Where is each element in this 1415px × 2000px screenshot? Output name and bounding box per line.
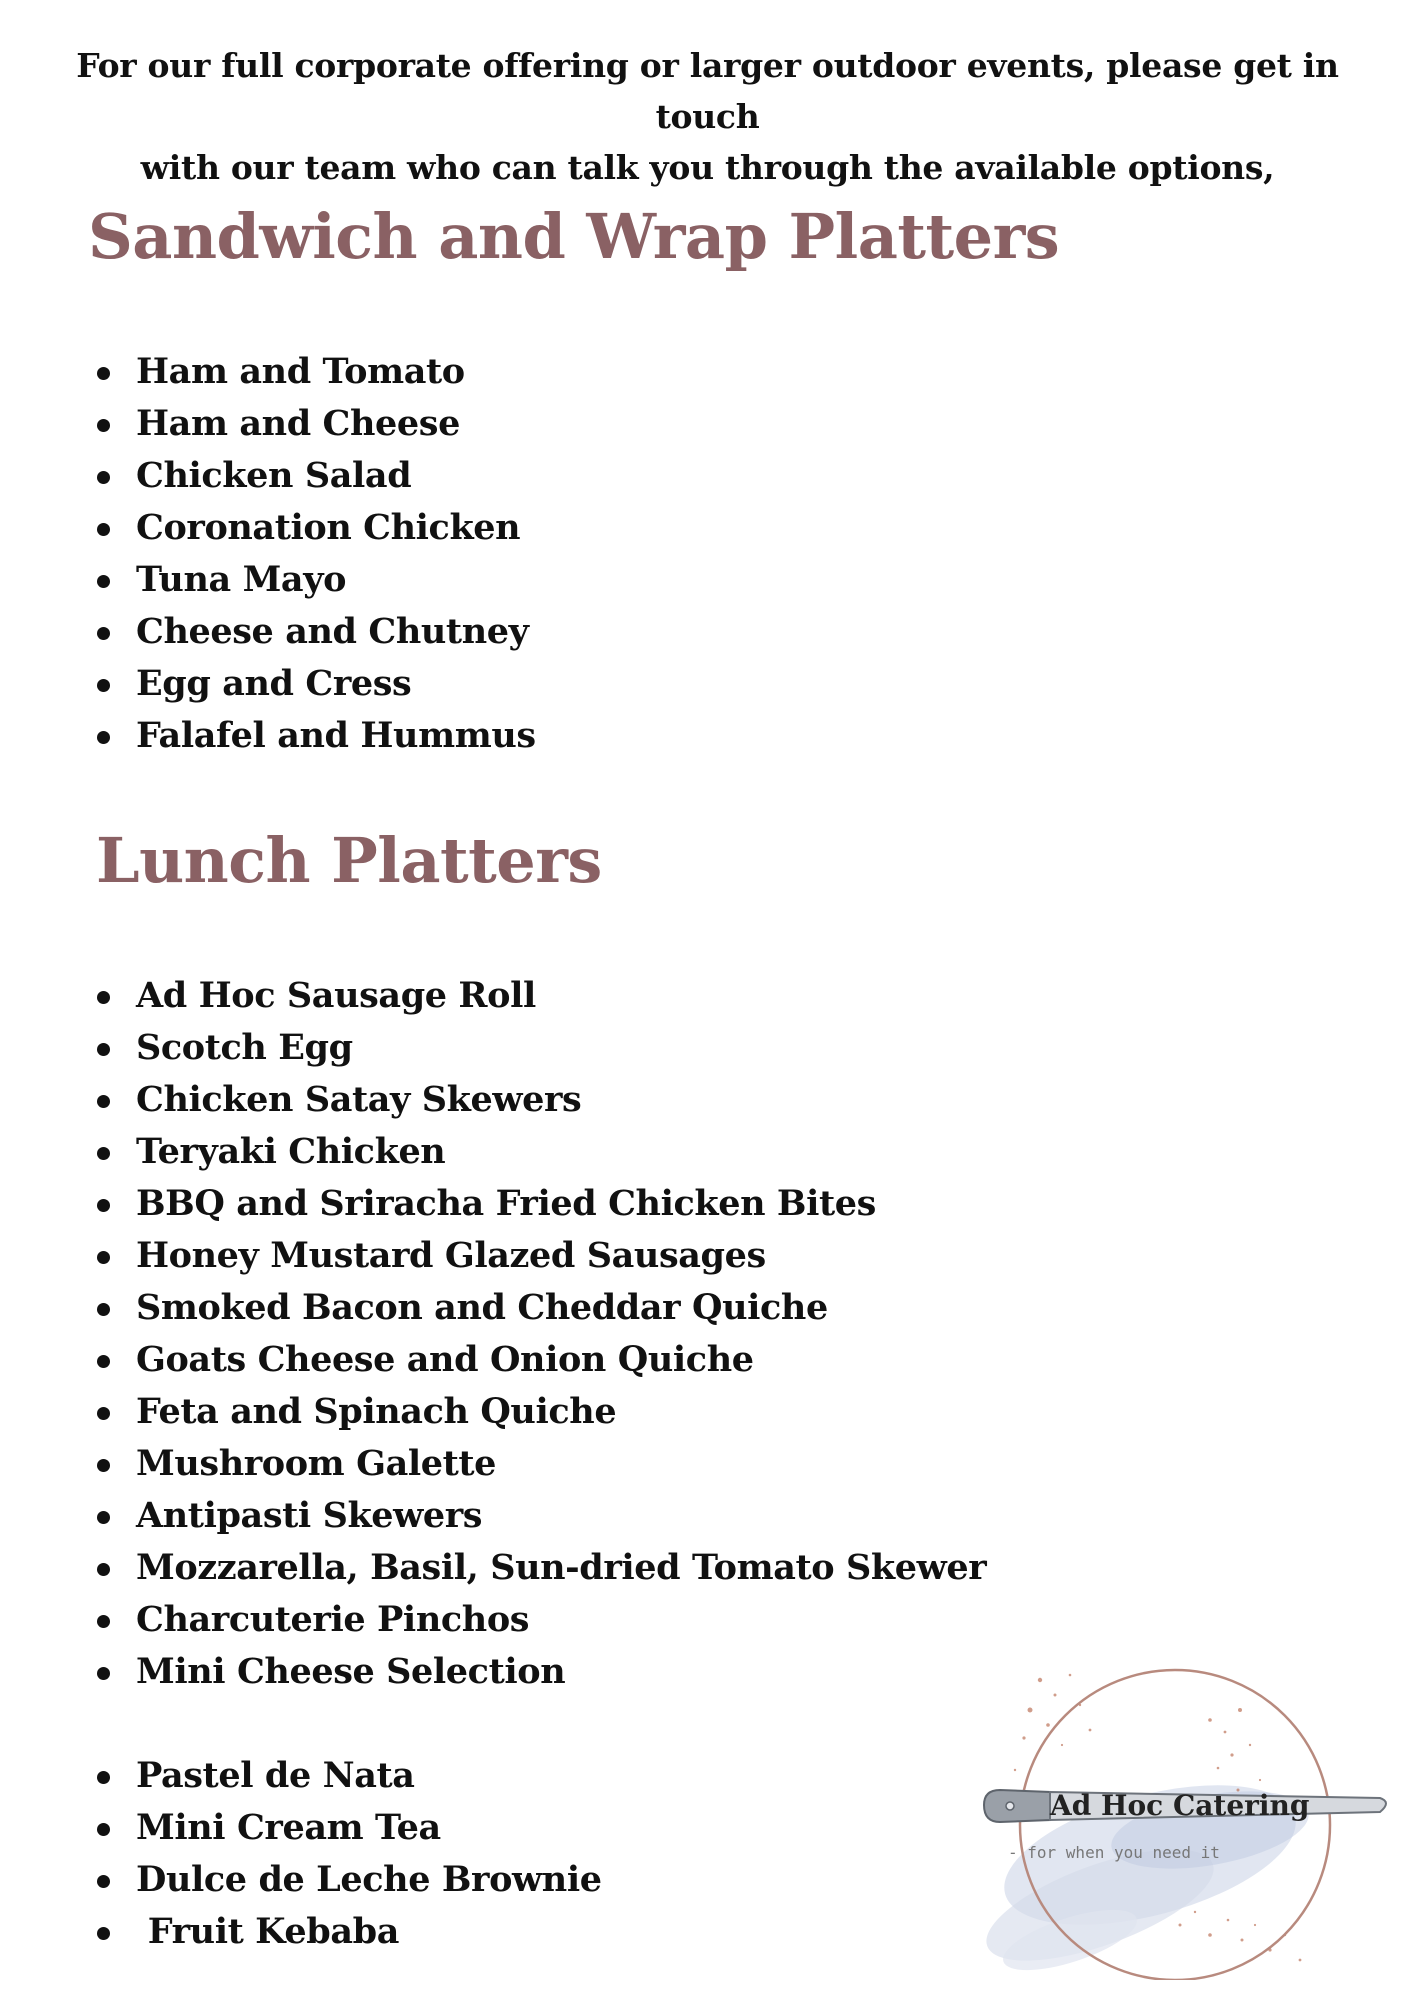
sandwich-section-title: Sandwich and Wrap Platters	[88, 200, 1060, 273]
lunch-items-list	[94, 970, 986, 1698]
list-item: Honey Mustard Glazed Sausages	[94, 1230, 986, 1282]
list-item: Ad Hoc Sausage Roll	[94, 970, 986, 1022]
list-item: Mini Cream Tea	[94, 1802, 602, 1854]
list-item: Mini Cheese Selection	[94, 1646, 986, 1698]
list-item: Feta and Spinach Quiche	[94, 1386, 986, 1438]
list-item: Cheese and Chutney	[94, 606, 536, 658]
list-item: Charcuterie Pinchos	[94, 1594, 986, 1646]
list-item: Antipasti Skewers	[94, 1490, 986, 1542]
list-item: Mozzarella, Basil, Sun-dried Tomato Skewer	[94, 1542, 986, 1594]
ad-hoc-catering-logo	[980, 1650, 1400, 1980]
list-item: Falafel and Hummus	[94, 710, 536, 762]
sweet-items-list	[94, 1750, 602, 1958]
intro-text	[50, 40, 1365, 193]
list-item: Smoked Bacon and Cheddar Quiche	[94, 1282, 986, 1334]
logo-tagline: - for when you need it	[1008, 1843, 1220, 1862]
list-item: Egg and Cress	[94, 658, 536, 710]
list-item: Chicken Satay Skewers	[94, 1074, 986, 1126]
list-item: BBQ and Sriracha Fried Chicken Bites	[94, 1178, 986, 1230]
list-item: Fruit Kebaba	[94, 1906, 602, 1958]
list-item: Dulce de Leche Brownie	[94, 1854, 602, 1906]
list-item: Scotch Egg	[94, 1022, 986, 1074]
list-item: Pastel de Nata	[94, 1750, 602, 1802]
list-item: Ham and Tomato	[94, 346, 536, 398]
list-item: Goats Cheese and Onion Quiche	[94, 1334, 986, 1386]
list-item: Coronation Chicken	[94, 502, 536, 554]
list-item: Ham and Cheese	[94, 398, 536, 450]
list-item: Chicken Salad	[94, 450, 536, 502]
list-item: Teryaki Chicken	[94, 1126, 986, 1178]
list-item: Tuna Mayo	[94, 554, 536, 606]
sandwich-items-list	[94, 346, 536, 762]
intro-line-2: with our team who can talk you through the available options,	[140, 148, 1275, 187]
lunch-section-title: Lunch Platters	[96, 824, 602, 897]
logo-name: Ad Hoc Catering	[1050, 1789, 1310, 1822]
intro-line-1: For our full corporate offering or larger outdoor events, please get in touch	[76, 46, 1339, 136]
list-item: Mushroom Galette	[94, 1438, 986, 1490]
